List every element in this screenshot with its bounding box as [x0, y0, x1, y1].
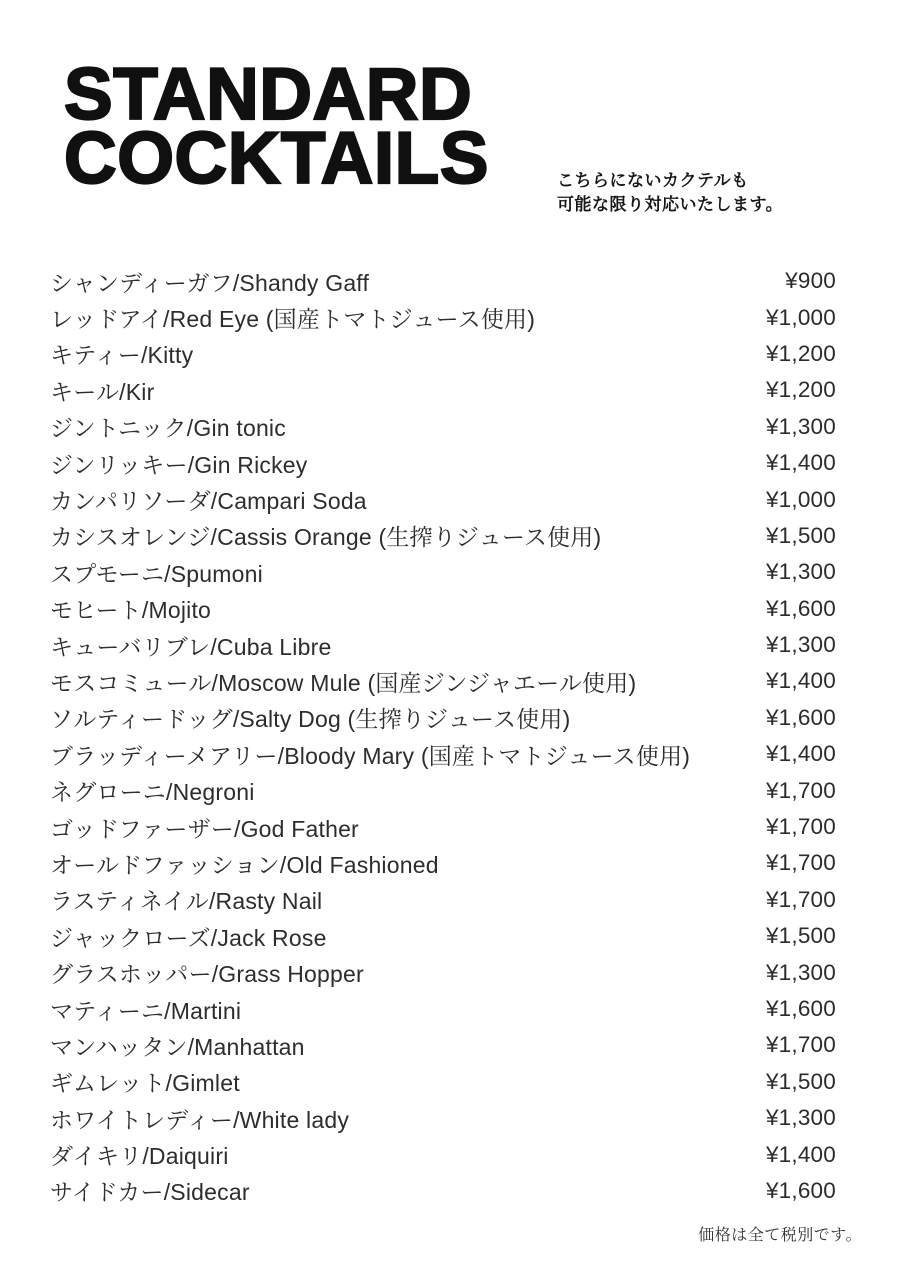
menu-item-price: ¥1,600	[765, 1177, 836, 1203]
page-title-line2: COCKTAILS	[64, 118, 489, 199]
menu-item-row	[50, 409, 836, 445]
menu-item-row	[50, 663, 836, 699]
menu-item-name: ジャックローズ/Jack Rose	[50, 924, 327, 951]
menu-item-price: ¥1,700	[765, 814, 836, 840]
menu-item-name: モヒート/Mojito	[50, 597, 212, 624]
menu-item-price: ¥1,500	[765, 923, 836, 949]
menu-item-name: ネグローニ/Negroni	[50, 779, 255, 806]
menu-item-row	[50, 954, 836, 990]
menu-item-row	[50, 918, 836, 954]
menu-item-name: レッドアイ/Red Eye (国産トマトジュース使用)	[50, 306, 536, 333]
menu-item-name: カシスオレンジ/Cassis Orange (生搾りジュース使用)	[50, 524, 602, 551]
menu-item-name: マティーニ/Martini	[50, 997, 242, 1024]
menu-item-name: ラスティネイル/Rasty Nail	[50, 888, 323, 915]
menu-item-row	[50, 554, 836, 590]
tax-note: 価格は全て税別です。	[698, 1227, 862, 1244]
menu-item-price: ¥1,700	[765, 1032, 836, 1058]
menu-item-name: ジントニック/Gin tonic	[50, 415, 286, 442]
menu-item-price: ¥1,600	[765, 996, 836, 1021]
menu-item-price: ¥1,000	[765, 486, 836, 512]
header-note-line2: 可能な限り対応いたします。	[557, 195, 784, 214]
menu-item-name: スプモーニ/Spumoni	[50, 560, 263, 587]
menu-item-price: ¥1,200	[765, 340, 836, 366]
menu-item-row	[50, 299, 836, 335]
menu-item-price: ¥1,400	[765, 741, 836, 767]
menu-item-row	[50, 882, 836, 918]
menu-item-name: サイドカー/Sidecar	[50, 1179, 250, 1206]
header-note	[557, 169, 783, 217]
menu-item-row	[50, 1027, 836, 1063]
menu-item-price: ¥900	[785, 268, 836, 294]
menu-item-price: ¥1,500	[765, 522, 836, 548]
menu-item-row	[50, 591, 836, 627]
menu-item-price: ¥1,400	[765, 1141, 836, 1167]
menu-item-row	[50, 1173, 836, 1209]
menu-item-row	[50, 336, 836, 372]
menu-item-row	[50, 1064, 836, 1100]
menu-item-price: ¥1,300	[765, 959, 836, 985]
menu-item-row	[50, 263, 836, 299]
menu-item-price: ¥1,400	[765, 668, 836, 694]
menu-item-price: ¥1,700	[765, 777, 836, 803]
menu-item-row	[50, 1100, 836, 1136]
menu-item-row	[50, 809, 836, 845]
menu-item-row	[50, 991, 836, 1027]
menu-item-price: ¥1,300	[765, 413, 836, 439]
menu-item-row	[50, 627, 836, 663]
menu-item-name: モスコミュール/Moscow Mule (国産ジンジャエール使用)	[50, 669, 637, 696]
menu-item-price: ¥1,700	[765, 886, 836, 912]
menu-item-price: ¥1,300	[765, 559, 836, 585]
menu-item-row	[50, 845, 836, 881]
menu-item-name: キティー/Kitty	[50, 342, 194, 369]
menu-item-price: ¥1,700	[765, 850, 836, 876]
menu-item-name: シャンディーガフ/Shandy Gaff	[50, 269, 370, 296]
menu-item-name: キール/Kir	[50, 378, 155, 405]
menu-item-name: ギムレット/Gimlet	[50, 1070, 240, 1097]
menu-item-price: ¥1,000	[765, 304, 836, 330]
page-title-line1: STANDARD	[64, 54, 473, 135]
menu-item-name: マンハッタン/Manhattan	[50, 1033, 305, 1060]
menu-item-row	[50, 772, 836, 808]
menu-item-price: ¥1,300	[765, 632, 836, 658]
menu-item-name: カンパリソーダ/Campari Soda	[50, 488, 367, 515]
menu-item-price: ¥1,200	[765, 377, 836, 403]
menu-item-row	[50, 481, 836, 517]
menu-item-name: ゴッドファーザー/God Father	[50, 815, 359, 842]
menu-item-name: ホワイトレディー/White lady	[50, 1106, 350, 1133]
menu-item-name: オールドファッション/Old Fashioned	[50, 851, 439, 878]
page-title	[64, 54, 489, 199]
menu-item-name: キューバリブレ/Cuba Libre	[50, 633, 332, 660]
menu-item-price: ¥1,500	[765, 1068, 836, 1094]
menu-item-row	[50, 372, 836, 408]
menu-item-price: ¥1,600	[765, 595, 836, 621]
menu-item-name: グラスホッパー/Grass Hopper	[50, 961, 364, 988]
header-note-line1: こちらにないカクテルも	[557, 171, 749, 190]
menu-item-row	[50, 518, 836, 554]
menu-item-price: ¥1,300	[765, 1105, 836, 1131]
menu-item-row	[50, 700, 836, 736]
menu-item-row	[50, 445, 836, 481]
menu-item-name: ブラッディーメアリー/Bloody Mary (国産トマトジュース使用)	[50, 742, 691, 769]
menu-item-price: ¥1,400	[765, 450, 836, 476]
menu-item-row	[50, 1136, 836, 1172]
menu-item-name: ソルティードッグ/Salty Dog (生搾りジュース使用)	[50, 706, 571, 733]
menu-list	[50, 263, 836, 1209]
menu-item-name: ダイキリ/Daiquiri	[50, 1143, 229, 1170]
menu-item-price: ¥1,600	[765, 704, 836, 730]
menu-item-row	[50, 736, 836, 772]
menu-item-name: ジンリッキー/Gin Rickey	[50, 451, 308, 478]
